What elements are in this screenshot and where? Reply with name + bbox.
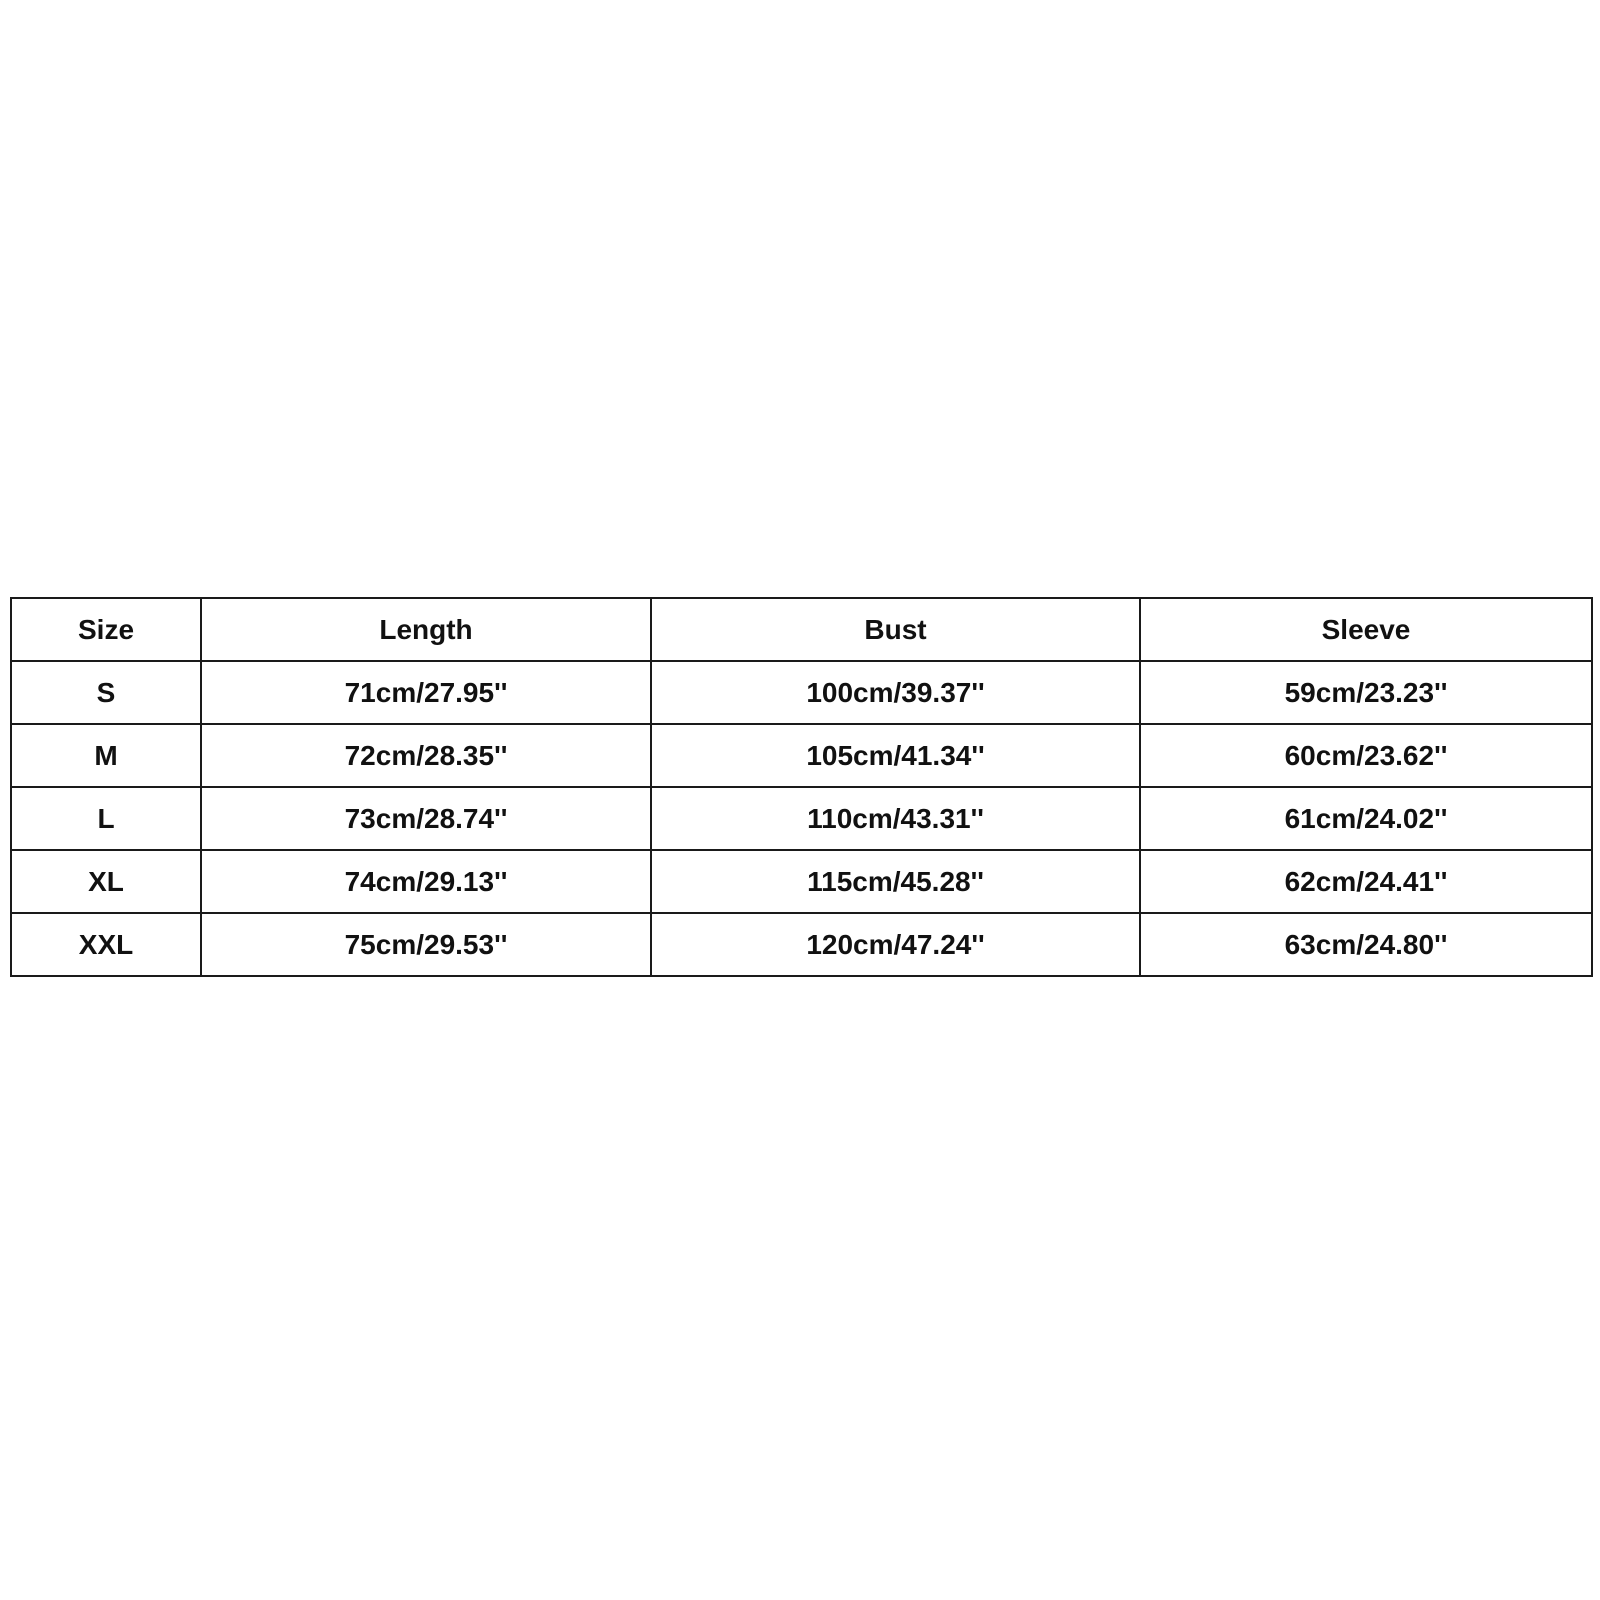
- table-row: [11, 724, 1592, 787]
- cell-sleeve: 62cm/24.41'': [1140, 850, 1592, 913]
- cell-bust: 110cm/43.31'': [651, 787, 1140, 850]
- cell-bust: 120cm/47.24'': [651, 913, 1140, 976]
- header-bust: Bust: [651, 598, 1140, 661]
- cell-sleeve: 61cm/24.02'': [1140, 787, 1592, 850]
- cell-sleeve: 60cm/23.62'': [1140, 724, 1592, 787]
- size-chart-table: [10, 597, 1593, 977]
- cell-length: 72cm/28.35'': [201, 724, 651, 787]
- cell-size: XXL: [11, 913, 201, 976]
- cell-bust: 115cm/45.28'': [651, 850, 1140, 913]
- table-row: [11, 913, 1592, 976]
- table-row: [11, 850, 1592, 913]
- cell-sleeve: 63cm/24.80'': [1140, 913, 1592, 976]
- cell-size: M: [11, 724, 201, 787]
- table-row: [11, 787, 1592, 850]
- table-row: [11, 661, 1592, 724]
- cell-sleeve: 59cm/23.23'': [1140, 661, 1592, 724]
- cell-size: S: [11, 661, 201, 724]
- cell-size: L: [11, 787, 201, 850]
- cell-length: 74cm/29.13'': [201, 850, 651, 913]
- cell-bust: 105cm/41.34'': [651, 724, 1140, 787]
- cell-length: 73cm/28.74'': [201, 787, 651, 850]
- cell-bust: 100cm/39.37'': [651, 661, 1140, 724]
- header-size: Size: [11, 598, 201, 661]
- header-sleeve: Sleeve: [1140, 598, 1592, 661]
- table-header-row: [11, 598, 1592, 661]
- cell-size: XL: [11, 850, 201, 913]
- cell-length: 71cm/27.95'': [201, 661, 651, 724]
- cell-length: 75cm/29.53'': [201, 913, 651, 976]
- header-length: Length: [201, 598, 651, 661]
